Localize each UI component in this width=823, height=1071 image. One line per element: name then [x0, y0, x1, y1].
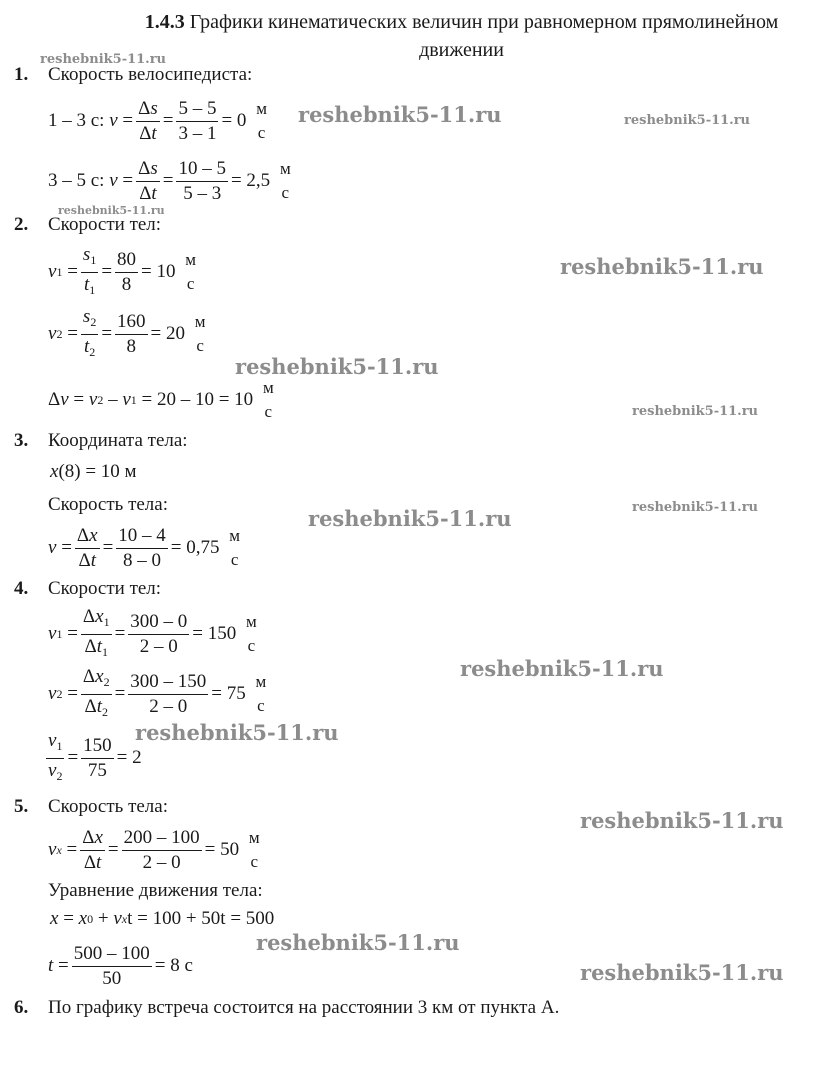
equation-1b: 3 – 5 с: v = $\frac{\Delta s}{\Delta t}$ = $\frac{10 - 5}{5 - 3}$ = 2,5 м с — [48, 157, 291, 204]
watermark: reshebnik5-11.ru — [580, 808, 784, 833]
equation-4a: v 1 = $\frac{\Delta x_1}{\Delta t_1}$ = $\frac{300 - 0}{2 - 0}$ = 150 м с — [48, 605, 257, 659]
page-title — [100, 8, 823, 64]
watermark: reshebnik5-11.ru — [624, 113, 751, 128]
section-number: 1.4.3 — [144, 11, 185, 33]
problem-label: Скорости тел: — [48, 578, 162, 599]
problem-number: 2. — [14, 214, 29, 235]
watermark: reshebnik5-11.ru — [460, 656, 664, 681]
problem-label: Скорость тела: — [48, 796, 168, 817]
equation-3a: x (8) = 10 м — [50, 461, 137, 482]
equation-1a: 1 – 3 с: v = $\frac{\Delta s}{\Delta t}$ = $\frac{5 - 5}{3 - 1}$ = 0 м с — [48, 97, 267, 144]
watermark: reshebnik5-11.ru — [40, 52, 167, 67]
watermark: reshebnik5-11.ru — [308, 506, 512, 531]
equation-5c: t = $\frac{500 - 100}{50}$ = 8 с — [48, 942, 193, 989]
problem-label: Скорости тел: — [48, 214, 162, 235]
problem-number: 5. — [14, 796, 29, 817]
equation-2b: v 2 = $\frac{s_2}{t_2}$ = $\frac{160}{8}$ = 20 м с — [48, 305, 206, 359]
problem-number: 4. — [14, 578, 29, 599]
equation-2c: Δ v = v 2 – v 1 = 20 – 10 = 10 м с — [48, 378, 274, 421]
watermark: reshebnik5-11.ru — [235, 354, 439, 379]
section-title: Графики кинематических величин при равномерном прямолинейном движении — [189, 11, 779, 61]
problem-label: Скорость велосипедиста: — [48, 64, 253, 85]
problem-label-2: Скорость тела: — [48, 494, 168, 515]
equation-4b: v 2 = $\frac{\Delta x_2}{\Delta t_2}$ = $\frac{300 - 150}{2 - 0}$ = 75 м с — [48, 665, 267, 719]
watermark: reshebnik5-11.ru — [632, 404, 759, 419]
equation-5b: x = x 0 + v x t = 100 + 50t = 500 — [50, 908, 275, 929]
problem-number: 1. — [14, 64, 29, 85]
watermark: reshebnik5-11.ru — [256, 930, 460, 955]
watermark: reshebnik5-11.ru — [560, 254, 764, 279]
problem-number: 3. — [14, 430, 29, 451]
watermark: reshebnik5-11.ru — [135, 720, 339, 745]
problem-number: 6. — [14, 997, 29, 1018]
equation-2a: v 1 = $\frac{s_1}{t_1}$ = $\frac{80}{8}$ = 10 м с — [48, 243, 197, 297]
watermark: reshebnik5-11.ru — [580, 960, 784, 985]
watermark: reshebnik5-11.ru — [298, 102, 502, 127]
watermark: reshebnik5-11.ru — [632, 500, 759, 515]
problem-label-2: Уравнение движения тела: — [48, 880, 263, 901]
problem-label: Координата тела: — [48, 430, 188, 451]
problem-label: По графику встреча состоится на расстоянии 3 км от пункта А. — [48, 997, 560, 1018]
equation-5a: v x = $\frac{\Delta x}{\Delta t}$ = $\frac{200 - 100}{2 - 0}$ = 50 м с — [48, 826, 260, 873]
equation-4c: $\frac{v_1}{v_2}$ = $\frac{150}{75}$ = 2 — [48, 729, 142, 783]
watermark: reshebnik5-11.ru — [58, 204, 165, 217]
equation-3b: v = $\frac{\Delta x}{\Delta t}$ = $\frac{10 - 4}{8 - 0}$ = 0,75 м с — [48, 524, 241, 571]
